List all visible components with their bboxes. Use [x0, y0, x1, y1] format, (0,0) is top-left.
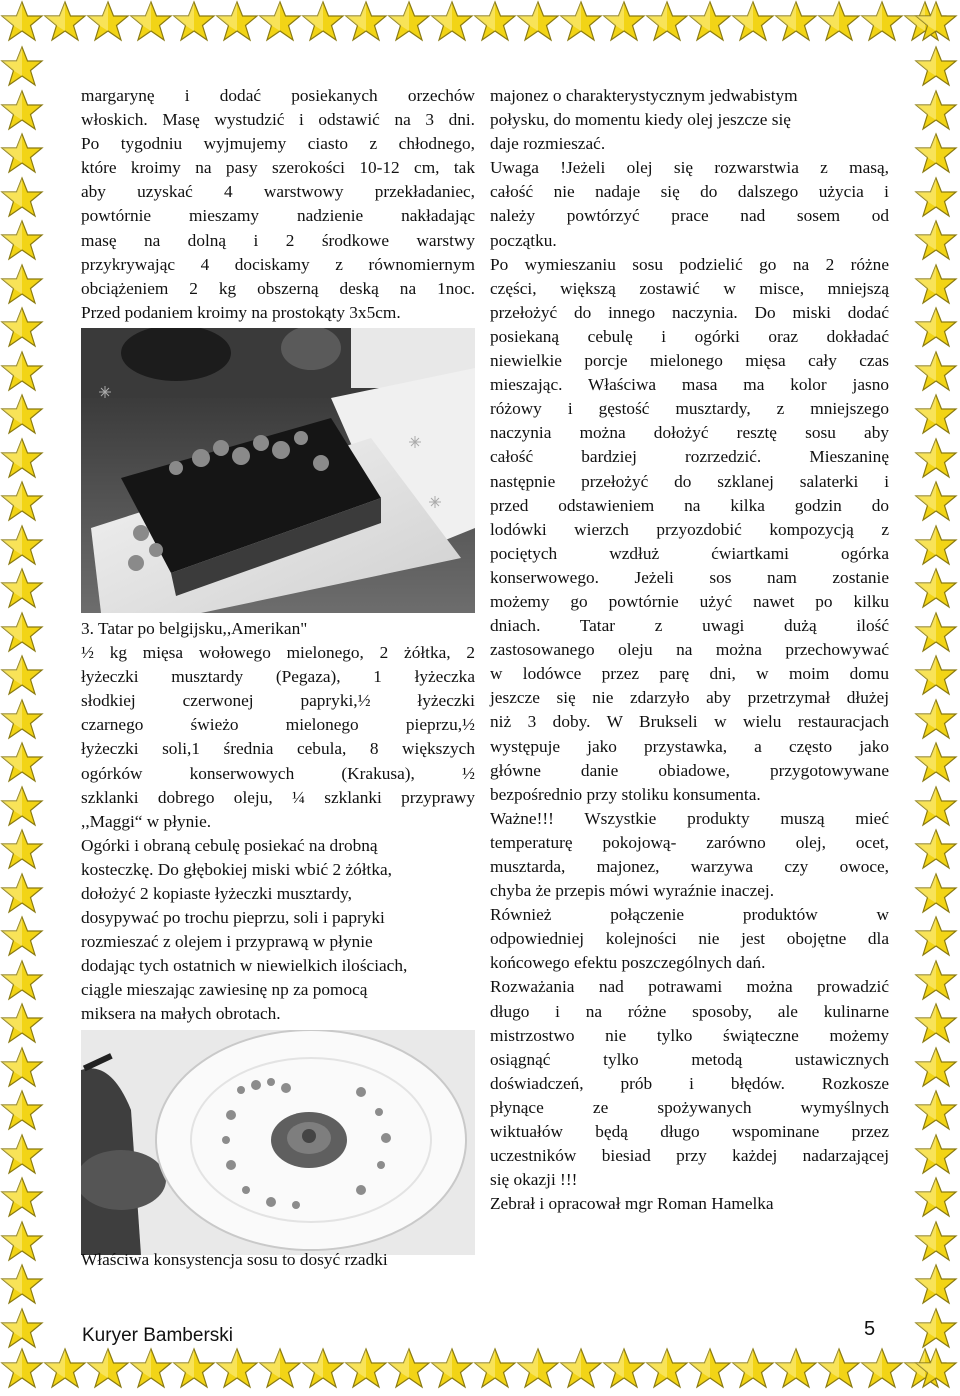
text-line: osiągnąć tylko metodą ustawicznych	[490, 1049, 889, 1069]
text-line: które kroimy na pasy szerokości 10-12 cm, tak	[81, 158, 475, 178]
text-line: czarnego świeżo mielonego pieprzu,½	[81, 715, 475, 735]
text-line: Ogórki i obraną cebulę posiekać na drobną	[81, 835, 378, 855]
yellow-star-icon	[914, 0, 958, 44]
text-line: kosteczkę. Do głębokiej miski wbić 2 żółtka,	[81, 859, 392, 879]
text-line: uczestników biesiad przy każdej nadarzającej	[490, 1146, 889, 1166]
text-line: mieszając. Właściwa masa ma kolor jasno	[490, 375, 889, 395]
yellow-star-icon	[914, 132, 958, 176]
yellow-star-icon	[914, 1133, 958, 1177]
photo-caption: Właściwa konsystencja sosu to dosyć rzadki	[81, 1250, 388, 1269]
yellow-star-icon	[387, 1347, 431, 1391]
yellow-star-icon	[0, 437, 44, 481]
text-line: Ważne!!! Wszystkie produkty muszą mieć	[490, 808, 889, 828]
yellow-star-icon	[688, 1347, 732, 1391]
yellow-star-icon	[258, 1347, 302, 1391]
text-line: łyżeczki soli,1 średnia cebula, 8 większych	[81, 739, 475, 759]
yellow-star-icon	[258, 0, 302, 44]
yellow-star-icon	[914, 1347, 958, 1391]
yellow-star-icon	[516, 0, 560, 44]
text-line: dodając tych ostatnich w niewielkich ilościach,	[81, 956, 408, 976]
yellow-star-icon	[914, 393, 958, 437]
text-line: części, większą zostawić w misce, mniejszą	[490, 278, 889, 298]
text-line: się okazji !!!	[490, 1170, 578, 1190]
yellow-star-icon	[0, 176, 44, 220]
text-line: długo i na różne sposoby, ale kulinarne	[490, 1001, 889, 1021]
text-line: różowy i gęstość musztardy, z mniejszego	[490, 399, 889, 419]
text-line: początku.	[490, 230, 557, 250]
yellow-star-icon	[0, 1220, 44, 1264]
yellow-star-icon	[914, 306, 958, 350]
text-line: obciążeniem 2 kg obszerną deską na 1noc.	[81, 278, 475, 298]
text-line: mistrzostwo nie tylko świąteczne możemy	[490, 1025, 889, 1045]
yellow-star-icon	[688, 0, 732, 44]
yellow-star-icon	[0, 828, 44, 872]
text-line: jeszcze się nie zdarzyło aby przetrzymał dłużej	[490, 688, 889, 708]
yellow-star-icon	[914, 1220, 958, 1264]
text-line: całość bardziej rozrzedzić. Mieszaninę	[490, 447, 889, 467]
yellow-star-icon	[860, 0, 904, 44]
text-line: posiekaną cebulę i ogórki oraz dokładać	[490, 326, 889, 346]
text-line: Przed podaniem kroimy na prostokąty 3x5cm.	[81, 302, 401, 322]
text-line: lodówki wierzch przyozdobić kompozycją z	[490, 519, 889, 539]
yellow-star-icon	[914, 1176, 958, 1220]
yellow-star-icon	[0, 1263, 44, 1307]
yellow-star-icon	[914, 45, 958, 89]
text-line: miksera na małych obrotach.	[81, 1004, 281, 1024]
yellow-star-icon	[0, 524, 44, 568]
text-line: zastosowanego oleju na można przechowywać	[490, 640, 889, 660]
yellow-star-icon	[0, 1002, 44, 1046]
yellow-star-icon	[559, 1347, 603, 1391]
text-line: musztarda, majonez, warzywa czy owoce,	[490, 857, 889, 876]
yellow-star-icon	[0, 915, 44, 959]
yellow-star-icon	[473, 1347, 517, 1391]
text-line: w lodówce przez parę dni, w moim domu	[490, 664, 889, 684]
text-line: łyżeczki musztardy (Pegaza), 1 łyżeczka	[81, 667, 475, 687]
text-line: ,,Maggi“ w płynie.	[81, 811, 212, 831]
yellow-star-icon	[914, 1307, 958, 1351]
paragraph-lines	[81, 84, 475, 325]
yellow-star-icon	[430, 0, 474, 44]
yellow-star-icon	[0, 1089, 44, 1133]
text-line: dosypywać po trochu pieprzu, soli i papryki	[81, 908, 385, 928]
yellow-star-icon	[914, 1263, 958, 1307]
text-line: niż 3 doby. W Brukseli w wielu restauracjach	[490, 712, 889, 732]
yellow-star-icon	[0, 654, 44, 698]
yellow-star-icon	[914, 654, 958, 698]
text-line: włoskich. Masę wystudzić i odstawić na 3 dni.	[81, 110, 475, 130]
yellow-star-icon	[0, 132, 44, 176]
text-line: pociętych wzdłuż ćwiartkami ogórka	[490, 543, 889, 563]
yellow-star-icon	[0, 698, 44, 742]
text-line: doświadczeń, prób i błędów. Rozkosze	[490, 1073, 889, 1093]
yellow-star-icon	[301, 1347, 345, 1391]
paragraph-warning	[490, 156, 889, 252]
yellow-star-icon	[914, 480, 958, 524]
yellow-star-icon	[86, 1347, 130, 1391]
yellow-star-icon	[0, 1133, 44, 1177]
text-line: ½ kg mięsa wołowego mielonego, 2 żółtka, 2	[81, 643, 475, 663]
text-line: bezpośrednio przy stoliku konsumenta.	[490, 784, 761, 804]
yellow-star-icon	[914, 524, 958, 568]
text-line: słodkiej czerwonej papryki,½ łyżeczki	[81, 691, 475, 711]
photo-chocolate-cake	[81, 328, 475, 613]
text-line: przykrywając 4 dociskamy z równomiernym	[81, 254, 475, 274]
yellow-star-icon	[914, 1046, 958, 1090]
text-line: płynące ze spożywanych wymyślnych	[490, 1097, 889, 1117]
yellow-star-icon	[0, 89, 44, 133]
paragraph-walnut-cake	[81, 84, 475, 325]
yellow-star-icon	[172, 0, 216, 44]
author-signature: Zebrał i opracował mgr Roman Hamelka	[490, 1194, 774, 1214]
yellow-star-icon	[914, 263, 958, 307]
yellow-star-icon	[914, 915, 958, 959]
yellow-star-icon	[860, 1347, 904, 1391]
text-line: temperaturę pokojową- zarówno olej, ocet,	[490, 832, 889, 852]
yellow-star-icon	[602, 0, 646, 44]
yellow-star-icon	[914, 89, 958, 133]
yellow-star-icon	[914, 437, 958, 481]
photo-tartare-plate	[81, 1030, 475, 1255]
text-line: Rozważania nad potrawami można prowadzić	[490, 977, 889, 997]
yellow-star-icon	[473, 0, 517, 44]
yellow-star-icon	[0, 350, 44, 394]
text-line: całość nie nadaje się do dalszego użycia i	[490, 182, 889, 202]
yellow-star-icon	[430, 1347, 474, 1391]
yellow-star-icon	[0, 959, 44, 1003]
yellow-star-icon	[914, 567, 958, 611]
text-line: odpowiedniej kolejności nie jest obojętne dla	[490, 929, 889, 949]
text-line: ciągle mieszając zawiesinę np za pomocą	[81, 980, 368, 1000]
yellow-star-icon	[914, 1002, 958, 1046]
text-line: chyba że przepis mówi wyraźnie inaczej.	[490, 881, 775, 901]
yellow-star-icon	[172, 1347, 216, 1391]
yellow-star-icon	[86, 0, 130, 44]
text-line: następnie przełożyć do szklanej salaterki i	[490, 471, 889, 491]
yellow-star-icon	[0, 567, 44, 611]
text-line: występuje jako przystawka, a często jako	[490, 736, 889, 756]
yellow-star-icon	[215, 1347, 259, 1391]
yellow-star-icon	[129, 0, 173, 44]
yellow-star-icon	[731, 0, 775, 44]
text-line: masę na dolną i 2 środkowe warstwy	[81, 230, 475, 250]
yellow-star-icon	[559, 0, 603, 44]
yellow-star-icon	[914, 959, 958, 1003]
magazine-name: Kuryer Bamberski	[82, 1325, 233, 1346]
text-line: główne danie obiadowe, przygotowywane	[490, 760, 889, 780]
paragraph-order	[490, 903, 889, 975]
text-line: aby uzyskać 4 warstwowy przekładaniec,	[81, 182, 475, 202]
yellow-star-icon	[914, 741, 958, 785]
yellow-star-icon	[0, 263, 44, 307]
text-line: majonez o charakterystycznym jedwabistym	[490, 86, 798, 105]
yellow-star-icon	[0, 219, 44, 263]
yellow-star-icon	[914, 872, 958, 916]
yellow-star-icon	[914, 785, 958, 829]
text-line: dniach. Tatar z uwagi dużą ilość	[490, 616, 889, 636]
ingredients-lines	[81, 641, 475, 834]
text-line: Również połączenie produktów w	[490, 905, 889, 925]
yellow-star-icon	[215, 0, 259, 44]
paragraph-important	[490, 807, 889, 903]
text-line: powtórnie mieszamy nadzienie nakładając	[81, 206, 475, 226]
yellow-star-icon	[645, 1347, 689, 1391]
yellow-star-icon	[914, 1089, 958, 1133]
left-column	[81, 84, 475, 1259]
text-line: niewielkie porcje mielonego mięsa cały czas	[490, 351, 889, 371]
yellow-star-icon	[0, 393, 44, 437]
yellow-star-icon	[817, 1347, 861, 1391]
text-line: ogórków konserwowych (Krakusa), ½	[81, 763, 475, 783]
text-line: wiktuałów będą długo wspominane przez	[490, 1122, 889, 1142]
paragraph-mixing	[490, 253, 889, 807]
yellow-star-icon	[0, 611, 44, 655]
yellow-star-icon	[43, 0, 87, 44]
yellow-star-icon	[774, 1347, 818, 1391]
paragraph-closing	[490, 975, 889, 1192]
yellow-star-icon	[914, 350, 958, 394]
yellow-star-icon	[0, 872, 44, 916]
yellow-star-icon	[0, 306, 44, 350]
text-line: końcowego efektu poszczególnych dań.	[490, 953, 766, 973]
text-line: należy powtórzyć prace nad sosem od	[490, 206, 889, 226]
yellow-star-icon	[0, 45, 44, 89]
yellow-star-icon	[0, 785, 44, 829]
yellow-star-icon	[914, 611, 958, 655]
text-line: daje rozmieszać.	[490, 134, 606, 154]
yellow-star-icon	[129, 1347, 173, 1391]
yellow-star-icon	[914, 828, 958, 872]
yellow-star-icon	[0, 0, 44, 44]
yellow-star-icon	[774, 0, 818, 44]
text-line: Po tygodniu wyjmujemy ciasto z chłodnego,	[81, 134, 475, 154]
instructions-lines	[81, 834, 475, 1027]
yellow-star-icon	[0, 1176, 44, 1220]
recipe-3-title: 3. Tatar po belgijsku,,Amerikan"	[81, 618, 308, 638]
yellow-star-icon	[602, 1347, 646, 1391]
text-line: przed odstawieniem na kilka godzin do	[490, 495, 889, 515]
text-line: szklanki dobrego oleju, ¼ szklanki przyprawy	[81, 787, 475, 807]
yellow-star-icon	[0, 1347, 44, 1391]
yellow-star-icon	[516, 1347, 560, 1391]
yellow-star-icon	[0, 741, 44, 785]
yellow-star-icon	[387, 0, 431, 44]
yellow-star-icon	[817, 0, 861, 44]
yellow-star-icon	[301, 0, 345, 44]
yellow-star-icon	[645, 0, 689, 44]
right-column	[490, 84, 889, 1216]
text-line: Uwaga !Jeżeli olej się rozwarstwia z masą,	[490, 158, 889, 178]
text-line: możemy go powtórnie użyć nawet po kilku	[490, 591, 889, 611]
page-number: 5	[864, 1318, 876, 1340]
text-line: Po wymieszaniu sosu podzielić go na 2 różne	[490, 254, 889, 274]
yellow-star-icon	[0, 1307, 44, 1351]
yellow-star-icon	[344, 1347, 388, 1391]
yellow-star-icon	[914, 219, 958, 263]
yellow-star-icon	[731, 1347, 775, 1391]
paragraph-mayonnaise	[490, 84, 889, 156]
text-line: margarynę i dodać posiekanych orzechów	[81, 86, 475, 105]
text-line: połysku, do momentu kiedy olej jeszcze się	[490, 110, 791, 130]
yellow-star-icon	[914, 176, 958, 220]
yellow-star-icon	[344, 0, 388, 44]
text-line: rozmieszać z olejem i przyprawą w płynie	[81, 932, 373, 952]
yellow-star-icon	[0, 1046, 44, 1090]
text-line: naczynia można dołożyć resztę sosu aby	[490, 423, 889, 443]
yellow-star-icon	[914, 698, 958, 742]
text-line: konserwowego. Jeżeli sos nam zostanie	[490, 567, 889, 587]
yellow-star-icon	[0, 480, 44, 524]
recipe-3-section	[81, 617, 475, 1027]
text-line: dołożyć 2 kopiaste łyżeczki musztardy,	[81, 883, 352, 903]
text-line: przełożyć do innego naczynia. Do miski dodać	[490, 302, 889, 322]
yellow-star-icon	[43, 1347, 87, 1391]
